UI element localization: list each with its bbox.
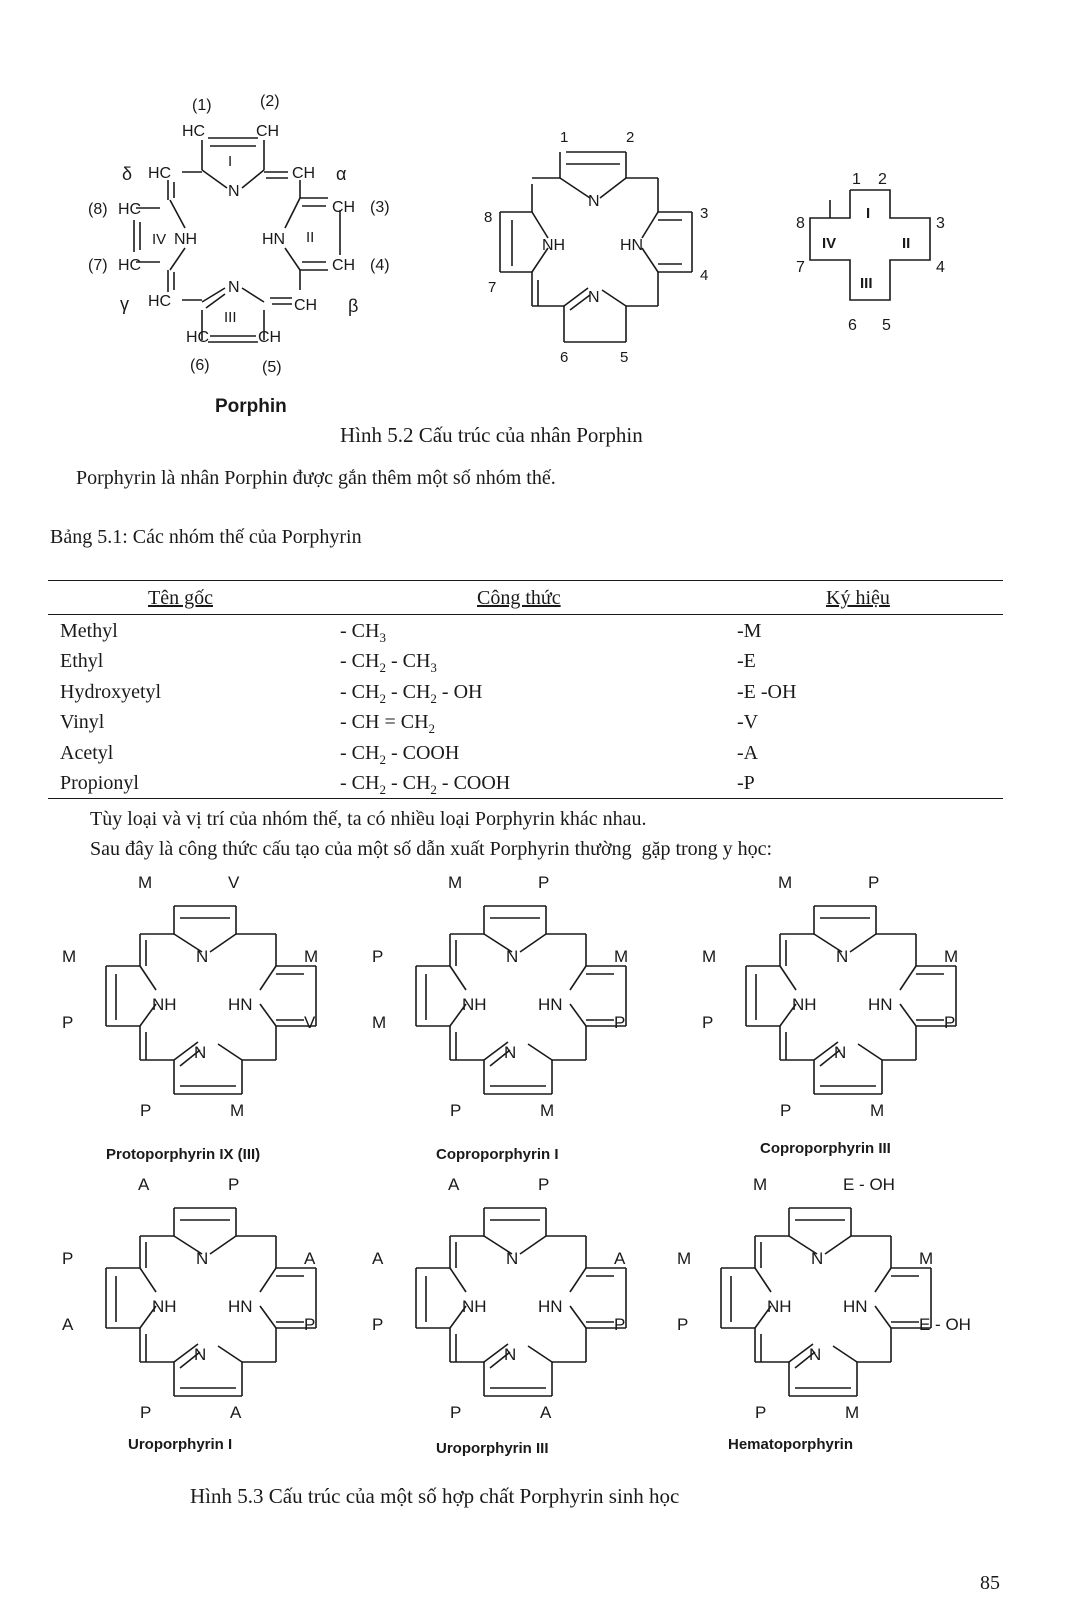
ring-n-top: N bbox=[506, 947, 519, 966]
atom-ch-alpha: CH bbox=[292, 165, 316, 182]
ring-nh: NH bbox=[767, 1297, 792, 1316]
row-symbol: -V bbox=[737, 711, 759, 733]
substituent-label: P bbox=[450, 1101, 462, 1120]
substituent-label: M bbox=[845, 1403, 860, 1422]
ring-nh: NH bbox=[152, 1297, 177, 1316]
page-number: 85 bbox=[980, 1572, 1000, 1594]
substituent-label: M bbox=[540, 1101, 555, 1120]
ring-n-bottom: N bbox=[504, 1345, 517, 1364]
row-symbol: -A bbox=[737, 742, 759, 764]
porphyrin-diagram bbox=[60, 870, 380, 1130]
ring-label-iv: IV bbox=[152, 231, 167, 248]
atom-hc-7: HC bbox=[118, 257, 142, 274]
substituent-label: P bbox=[62, 1249, 74, 1268]
pos-4: (4) bbox=[370, 257, 390, 274]
ring-nh: NH bbox=[152, 995, 177, 1014]
table-top-rule bbox=[48, 580, 1003, 581]
compound-name: Uroporphyrin III bbox=[436, 1440, 549, 1457]
atom-hc-1: HC bbox=[182, 123, 206, 140]
porphin-structural-formula bbox=[70, 80, 410, 380]
substituent-label: M bbox=[230, 1101, 245, 1120]
ring-n-bottom: N bbox=[194, 1043, 207, 1062]
cross-pos-2: 2 bbox=[878, 171, 887, 188]
row-symbol: -M bbox=[737, 620, 762, 642]
row-name: Methyl bbox=[60, 620, 118, 642]
atom-nh: NH bbox=[174, 231, 198, 248]
ring-n-bottom: N bbox=[504, 1043, 517, 1062]
substituent-label: A bbox=[614, 1249, 626, 1268]
porphin-name: Porphin bbox=[215, 396, 287, 417]
compound-name: Coproporphyrin I bbox=[436, 1146, 559, 1163]
ring-n-top: N bbox=[836, 947, 849, 966]
cross-pos-1: 1 bbox=[852, 171, 861, 188]
substituent-label: M bbox=[372, 1013, 387, 1032]
substituent-label: A bbox=[372, 1249, 384, 1268]
ring-nh: NH bbox=[462, 995, 487, 1014]
cross-ring-i: I bbox=[866, 205, 871, 222]
substituent-label: M bbox=[677, 1249, 692, 1268]
compound-name: Hematoporphyrin bbox=[728, 1436, 854, 1453]
substituent-label: P bbox=[868, 873, 880, 892]
substituent-label: P bbox=[614, 1315, 626, 1334]
cross-pos-5: 5 bbox=[882, 317, 891, 334]
ring-n-bottom: N bbox=[809, 1345, 822, 1364]
substituent-label: E - OH bbox=[919, 1315, 971, 1334]
row-name: Acetyl bbox=[60, 742, 114, 764]
porphin-ring-skeleton bbox=[470, 120, 730, 370]
pos-1: (1) bbox=[192, 97, 212, 114]
substituent-label: M bbox=[304, 947, 319, 966]
porphyrin-diagram bbox=[675, 1172, 995, 1432]
substituent-label: V bbox=[228, 873, 240, 892]
substituent-label: P bbox=[372, 947, 384, 966]
atom-n-top: N bbox=[228, 183, 240, 200]
substituent-label: P bbox=[372, 1315, 384, 1334]
substituent-label: P bbox=[140, 1101, 152, 1120]
row-formula: - $CH_2 - CH_2$ - OH bbox=[340, 681, 483, 706]
compound-name: Protoporphyrin IX (III) bbox=[106, 1146, 261, 1163]
table-title: Bảng 5.1: Các nhóm thế của Porphyrin bbox=[50, 526, 362, 548]
substituent-label: A bbox=[540, 1403, 552, 1422]
substituent-label: M bbox=[778, 873, 793, 892]
mid-n-top: N bbox=[588, 193, 600, 210]
atom-hc-gamma: HC bbox=[148, 293, 172, 310]
row-symbol: -E bbox=[737, 650, 756, 672]
ring-hn: HN bbox=[843, 1297, 868, 1316]
mid-pos-7: 7 bbox=[488, 279, 497, 296]
table-header-rule bbox=[48, 614, 1003, 615]
header-formula: Công thức bbox=[477, 587, 561, 609]
pos-2: (2) bbox=[260, 93, 280, 110]
substituent-label: P bbox=[677, 1315, 689, 1334]
ring-hn: HN bbox=[538, 995, 563, 1014]
row-symbol: -P bbox=[737, 772, 755, 794]
substituent-label: P bbox=[944, 1013, 956, 1032]
mid-pos-8: 8 bbox=[484, 209, 493, 226]
substituent-label: P bbox=[228, 1175, 240, 1194]
porphyrin-diagram bbox=[370, 1172, 690, 1432]
substituent-label: A bbox=[62, 1315, 74, 1334]
ring-n-top: N bbox=[196, 1249, 209, 1268]
atom-hc-8: HC bbox=[118, 201, 142, 218]
ring-n-top: N bbox=[811, 1249, 824, 1268]
greek-alpha: α bbox=[336, 164, 347, 184]
substituent-label: M bbox=[702, 947, 717, 966]
ring-hn: HN bbox=[228, 1297, 253, 1316]
row-name: Ethyl bbox=[60, 650, 104, 672]
substituent-label: P bbox=[614, 1013, 626, 1032]
atom-ch-beta: CH bbox=[294, 297, 318, 314]
ring-nh: NH bbox=[792, 995, 817, 1014]
row-name: Hydroxyetyl bbox=[60, 681, 162, 703]
ring-label-i: I bbox=[228, 153, 233, 170]
greek-beta: β bbox=[348, 296, 359, 316]
substituent-label: P bbox=[755, 1403, 767, 1422]
porphyrin-diagram bbox=[60, 1172, 380, 1432]
ring-n-top: N bbox=[506, 1249, 519, 1268]
row-symbol: -E -OH bbox=[737, 681, 797, 703]
header-symbol: Ký hiệu bbox=[826, 587, 890, 609]
ring-n-top: N bbox=[196, 947, 209, 966]
intro-text: Porphyrin là nhân Porphin được gắn thêm một số nhóm thế. bbox=[76, 467, 556, 489]
substituent-label: M bbox=[870, 1101, 885, 1120]
row-formula: - CH = $CH_2$ bbox=[340, 711, 436, 736]
ring-hn: HN bbox=[538, 1297, 563, 1316]
compound-name: Uroporphyrin I bbox=[128, 1436, 233, 1453]
pos-6: (6) bbox=[190, 357, 210, 374]
greek-delta: δ bbox=[122, 164, 133, 184]
paragraph-1: Tùy loại và vị trí của nhóm thế, ta có nhiều loại Porphyrin khác nhau. bbox=[90, 808, 647, 830]
cross-pos-7: 7 bbox=[796, 259, 805, 276]
substituent-label: M bbox=[614, 947, 629, 966]
row-name: Propionyl bbox=[60, 772, 139, 794]
substituent-label: M bbox=[62, 947, 77, 966]
mid-pos-4: 4 bbox=[700, 267, 709, 284]
atom-ch-4: CH bbox=[332, 257, 356, 274]
porphin-cross-diagram bbox=[790, 160, 970, 340]
ring-label-ii: II bbox=[306, 229, 315, 246]
pos-5: (5) bbox=[262, 359, 282, 376]
ring-hn: HN bbox=[868, 995, 893, 1014]
compound-name: Coproporphyrin III bbox=[760, 1140, 891, 1157]
row-formula: - $CH_3$ bbox=[340, 620, 386, 645]
substituent-label: M bbox=[753, 1175, 768, 1194]
atom-ch-3: CH bbox=[332, 199, 356, 216]
substituent-label: P bbox=[450, 1403, 462, 1422]
ring-n-bottom: N bbox=[194, 1345, 207, 1364]
atom-hc-delta: HC bbox=[148, 165, 172, 182]
substituent-label: P bbox=[538, 873, 550, 892]
atom-ch-5: CH bbox=[258, 329, 282, 346]
mid-pos-1: 1 bbox=[560, 129, 569, 146]
row-formula: - $CH_2$ - COOH bbox=[340, 742, 460, 767]
pos-3: (3) bbox=[370, 199, 390, 216]
substituent-label: M bbox=[919, 1249, 934, 1268]
cross-pos-4: 4 bbox=[936, 259, 945, 276]
substituent-label: M bbox=[944, 947, 959, 966]
cross-ring-iv: IV bbox=[822, 235, 837, 252]
substituent-label: A bbox=[304, 1249, 316, 1268]
mid-hn: HN bbox=[620, 237, 644, 254]
figure-5-2-caption: Hình 5.2 Cấu trúc của nhân Porphin bbox=[340, 423, 643, 447]
mid-n-bottom: N bbox=[588, 289, 600, 306]
cross-ring-iii: III bbox=[860, 275, 873, 292]
figure-5-3-caption: Hình 5.3 Cấu trúc của một số hợp chất Porphyrin sinh học bbox=[190, 1484, 680, 1508]
substituent-label: P bbox=[780, 1101, 792, 1120]
substituent-label: P bbox=[304, 1315, 316, 1334]
ring-hn: HN bbox=[228, 995, 253, 1014]
substituent-label: M bbox=[138, 873, 153, 892]
porphyrin-diagram bbox=[370, 870, 690, 1130]
cross-pos-3: 3 bbox=[936, 215, 945, 232]
substituent-label: P bbox=[62, 1013, 74, 1032]
row-name: Vinyl bbox=[60, 711, 105, 733]
greek-gamma: γ bbox=[120, 294, 129, 314]
substituent-label: E - OH bbox=[843, 1175, 895, 1194]
header-name: Tên gốc bbox=[148, 587, 213, 609]
mid-pos-5: 5 bbox=[620, 349, 629, 366]
substituent-label: A bbox=[138, 1175, 150, 1194]
ring-nh: NH bbox=[462, 1297, 487, 1316]
mid-nh: NH bbox=[542, 237, 566, 254]
mid-pos-6: 6 bbox=[560, 349, 569, 366]
substituent-label: M bbox=[448, 873, 463, 892]
pos-7: (7) bbox=[88, 257, 108, 274]
ring-label-iii: III bbox=[224, 309, 237, 326]
atom-ch-2: CH bbox=[256, 123, 280, 140]
atom-hn: HN bbox=[262, 231, 286, 248]
pos-8: (8) bbox=[88, 201, 108, 218]
paragraph-2: Sau đây là công thức cấu tạo của một số dẫn xuất Porphyrin thường gặp trong y học: bbox=[90, 838, 773, 860]
table-bottom-rule bbox=[48, 798, 1003, 799]
mid-pos-3: 3 bbox=[700, 205, 709, 222]
row-formula: - $CH_2 - CH_2$ - COOH bbox=[340, 772, 511, 797]
mid-pos-2: 2 bbox=[626, 129, 635, 146]
porphyrin-diagram bbox=[700, 870, 1020, 1130]
cross-ring-ii: II bbox=[902, 235, 911, 252]
substituent-label: A bbox=[230, 1403, 242, 1422]
cross-pos-8: 8 bbox=[796, 215, 805, 232]
cross-pos-6: 6 bbox=[848, 317, 857, 334]
substituent-label: P bbox=[702, 1013, 714, 1032]
ring-n-bottom: N bbox=[834, 1043, 847, 1062]
substituent-label: P bbox=[140, 1403, 152, 1422]
substituent-label: A bbox=[448, 1175, 460, 1194]
substituent-label: V bbox=[304, 1013, 316, 1032]
substituent-label: P bbox=[538, 1175, 550, 1194]
row-formula: - $CH_2 - CH_3$ bbox=[340, 650, 437, 675]
atom-hc-6: HC bbox=[186, 329, 210, 346]
atom-n-bottom: N bbox=[228, 279, 240, 296]
